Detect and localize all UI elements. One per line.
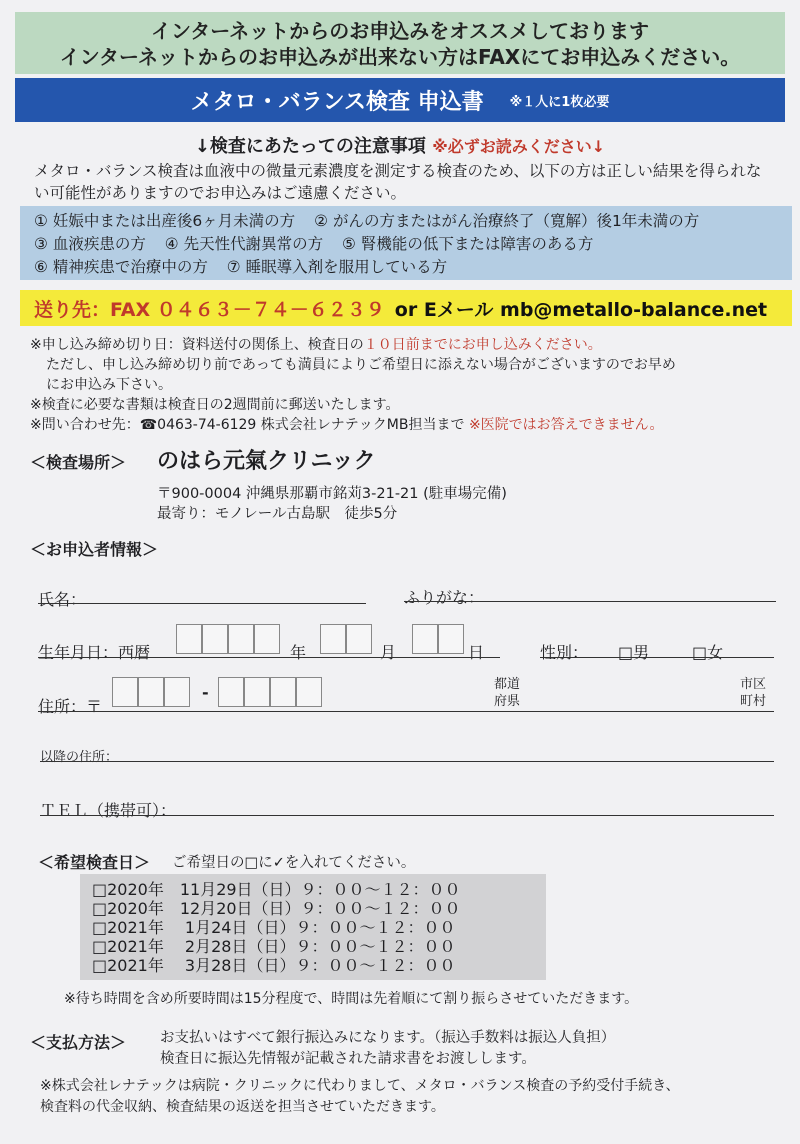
deadline-note-cont: ただし、申し込み締め切り前であっても満員によりご希望日に添えない場合がございますのでお早め [46,357,676,373]
birth-year-digit-box[interactable] [176,624,202,654]
birth-day-digit-box[interactable] [438,624,464,654]
caution-intro: メタロ・バランス検査は血液中の微量元素濃度を測定する検査のため、以下の方は正しい結果を得られない可能性がありますのでお申込みはご遠慮ください。 [34,162,762,202]
condition-item: ① 妊娠中または出産後6ヶ月未満の方 [34,212,296,230]
wait-time-note: ※待ち時間を含め所要時間は15分程度で、時間は先着順にて割り振らさせていただきます。 [64,991,639,1007]
clinic-address: 〒900-0004 沖縄県那覇市銘苅3-21-21 (駐車場完備) [157,486,507,502]
payment-line: お支払いはすべて銀行振込みになります。（振込手数料は振込人負担） [160,1030,616,1046]
condition-item: ② がんの方またはがん治療終了（寛解）後1年未満の方 [314,212,700,230]
date-option-checkbox[interactable]: □2021年 2月28日（日）９：００～１２：００ [92,937,456,956]
address-field[interactable] [38,711,774,712]
payment-section-label: ＜支払方法＞ [30,1033,127,1052]
condition-item: ⑥ 精神疾患で治療中の方 [34,258,208,276]
furigana-label: ふりがな： [404,588,485,607]
year-unit: 年 [290,643,307,662]
postal-code-digit-box[interactable] [244,677,270,707]
must-read-note: ※必ずお読みください↓ [432,137,606,156]
address-rest-field[interactable] [40,761,774,762]
birth-year-digit-box[interactable] [202,624,228,654]
birth-month-digit-box[interactable] [346,624,372,654]
gender-underline [540,657,774,658]
recommendation-banner [15,12,785,74]
application-notes [30,335,790,435]
form-title-note: ※１人に1枚必要 [509,94,610,110]
postal-code-digit-box[interactable] [218,677,244,707]
postal-code-dash: - [202,683,209,702]
clinic-name: のはら元氣クリニック [157,449,376,474]
date-option-checkbox[interactable]: □2020年 12月20日（日）９：００～１２：００ [92,899,461,918]
address-rest-label: 以降の住所： [40,750,119,765]
payment-line: 検査日に振込先情報が記載された請求書をお渡しします。 [160,1051,536,1067]
furigana-field[interactable] [404,601,776,602]
footer-line: ※株式会社レナテックは病院・クリニックに代わりまして、メタロ・バランス検査の予約受付手続き、 [40,1078,680,1094]
contact-note [30,415,790,435]
condition-item: ④ 先天性代謝異常の方 [164,235,324,253]
postal-code-digit-box[interactable] [270,677,296,707]
prefecture-label-line: 都道 [494,677,521,692]
documents-note: ※検査に必要な書類は検査日の2週間前に郵送いたします。 [30,397,400,413]
clinic-access: 最寄り：モノレール古島駅 徒歩5分 [157,506,398,522]
banner-line-1: インターネットからのお申込みをオススメしております [151,19,649,43]
conditions-row [34,233,792,256]
conditions-row [34,210,792,233]
caution-heading-text: ↓検査にあたっての注意事項 [194,136,426,157]
city-label [740,676,766,710]
venue-label: ＜検査場所＞ [30,453,127,472]
male-checkbox[interactable]: □男 [618,643,650,662]
birthdate-underline [38,657,500,658]
birth-day-digit-box[interactable] [412,624,438,654]
birth-year-digit-box[interactable] [254,624,280,654]
payment-text [160,1028,615,1070]
postal-code-digit-box[interactable] [164,677,190,707]
birth-year-digit-box[interactable] [228,624,254,654]
city-label-line: 町村 [740,694,767,709]
footer-line: 検査料の代金収納、検査結果の返送を担当させていただきます。 [40,1099,445,1115]
postal-code-digit-box[interactable] [138,677,164,707]
birthdate-label: 生年月日：西暦 [38,643,151,662]
deadline-note-text: ※申し込み締め切り日：資料送付の関係上、検査日の [30,337,364,353]
address-label: 住所：〒 [38,697,103,716]
tel-field[interactable] [40,815,774,816]
gender-label: 性別： [540,643,589,662]
date-option-checkbox[interactable]: □2020年 11月29日（日）９：００～１２：００ [92,880,461,899]
caution-heading [0,132,800,158]
prefecture-label [494,676,520,710]
form-title-bar [15,78,785,122]
deadline-note-cont: にお申込み下さい。 [46,377,172,393]
date-option-checkbox[interactable]: □2021年 1月24日（日）９：００～１２：００ [92,918,456,937]
month-unit: 月 [380,643,397,662]
date-option-checkbox[interactable]: □2021年 3月28日（日）９：００～１２：００ [92,956,456,975]
clinic-address-block [157,484,507,524]
banner-line-2: インターネットからのお申込みが出来ない方はFAXにてお申込みください。 [59,45,741,69]
conditions-row [34,256,792,279]
dates-instruction: ご希望日の□に✓を入れてください。 [172,855,416,871]
prefecture-label-line: 府県 [494,694,521,709]
form-title: メタロ・バランス検査 申込書 [190,89,484,115]
applicant-section-label: ＜お申込者情報＞ [30,540,159,559]
tel-label: ＴＥＬ（携帯可）： [40,801,177,820]
day-unit: 日 [468,643,485,662]
send-to-bar [20,290,792,326]
name-label: 氏名： [38,590,87,609]
city-label-line: 市区 [740,677,767,692]
footer-note [40,1076,680,1118]
deadline-highlight: １０日前までにお申し込みください。 [363,337,602,353]
fax-number: 送り先：FAX ０４６３－７４－６２３９ [34,298,385,321]
exclusion-conditions-panel [20,206,792,280]
deadline-note [30,335,790,355]
contact-note-text: ※問い合わせ先：☎0463-74-6129 株式会社レナテックMB担当まで [30,417,465,433]
dates-section-label: ＜希望検査日＞ [38,853,151,872]
condition-item: ③ 血液疾患の方 [34,235,146,253]
birth-month-digit-box[interactable] [320,624,346,654]
postal-code-digit-box[interactable] [112,677,138,707]
condition-item: ⑤ 腎機能の低下または障害のある方 [342,235,594,253]
female-checkbox[interactable]: □女 [692,643,724,662]
email-address: or Eメール mb@metallo-balance.net [394,298,768,321]
contact-warning: ※医院ではお答えできません。 [468,417,664,433]
condition-item: ⑦ 睡眠導入剤を服用している方 [226,258,448,276]
name-field[interactable] [38,603,366,604]
postal-code-digit-box[interactable] [296,677,322,707]
